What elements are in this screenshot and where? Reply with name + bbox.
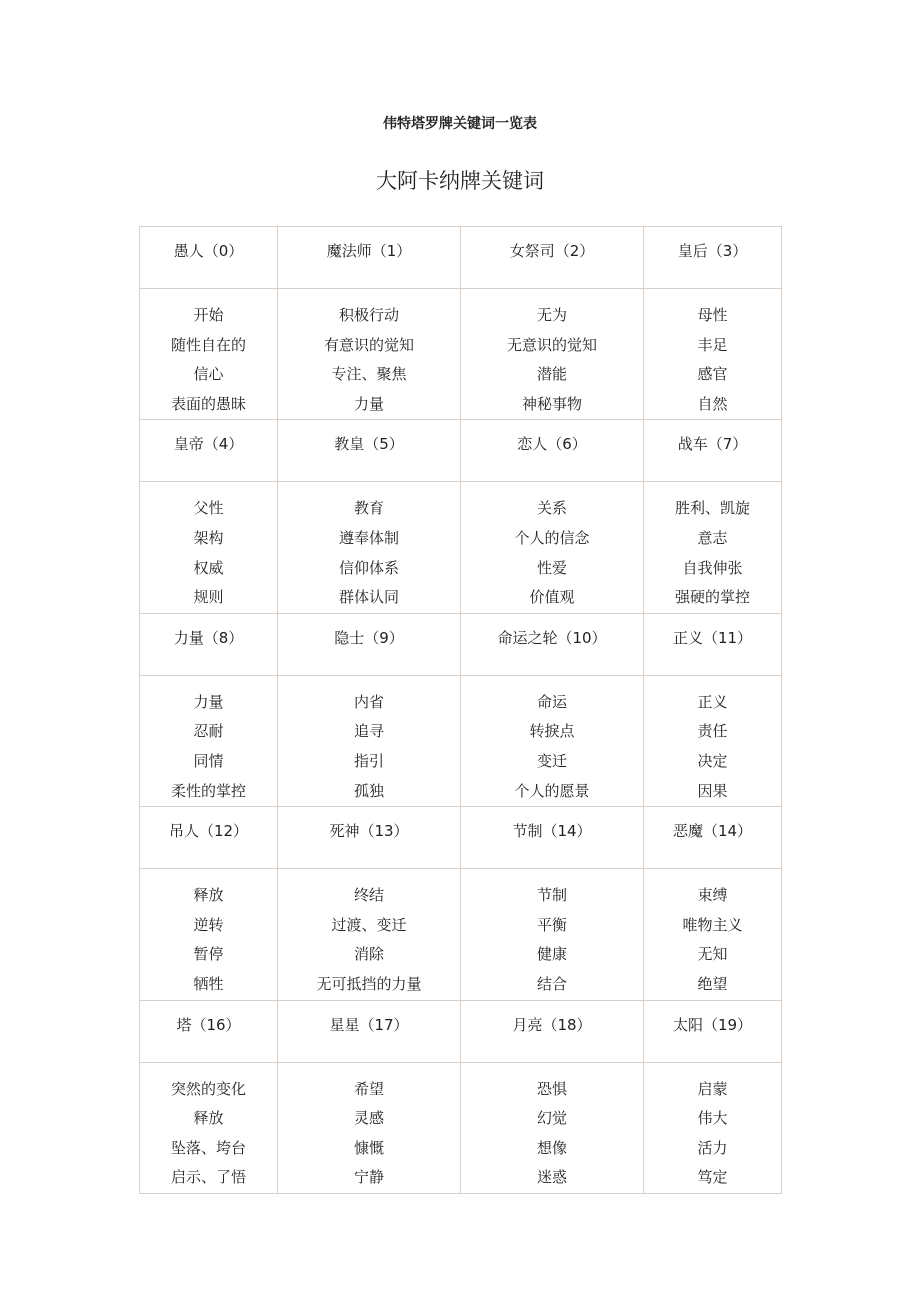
card-name-cell: 女祭司（2） <box>461 227 644 289</box>
keyword: 束缚 <box>697 886 728 905</box>
keyword: 突然的变化 <box>170 1079 246 1098</box>
keyword: 坠落、垮台 <box>170 1138 246 1157</box>
keyword: 个人的信念 <box>514 528 590 547</box>
keyword: 结合 <box>536 974 567 993</box>
keyword: 无知 <box>697 945 728 964</box>
keyword: 教育 <box>353 499 384 518</box>
keyword: 孤独 <box>353 781 384 800</box>
keyword: 健康 <box>536 945 567 964</box>
keyword: 想像 <box>536 1138 567 1157</box>
section-subtitle: 大阿卡纳牌关键词 <box>376 169 544 193</box>
keyword: 节制 <box>536 886 567 905</box>
keyword: 宁静 <box>353 1168 384 1187</box>
card-name-row <box>140 807 782 869</box>
keyword: 启示、了悟 <box>170 1168 246 1187</box>
document-title: 伟特塔罗牌关键词一览表 <box>383 116 537 132</box>
card-name-cell: 魔法师（1） <box>278 227 461 289</box>
keyword: 内省 <box>353 692 384 711</box>
keyword: 有意识的觉知 <box>323 335 414 354</box>
keyword: 释放 <box>193 1109 224 1128</box>
keywords-cell <box>140 675 278 806</box>
keywords-cell <box>461 482 644 613</box>
keywords-row <box>140 289 782 420</box>
keyword: 强硬的掌控 <box>674 588 750 607</box>
keywords-cell <box>278 482 461 613</box>
keywords-cell <box>278 1062 461 1193</box>
keyword: 神秘事物 <box>521 394 582 413</box>
keyword: 无可抵挡的力量 <box>316 974 422 993</box>
keyword: 群体认同 <box>338 588 399 607</box>
tarot-keywords-table <box>139 226 782 1194</box>
card-name-cell: 恋人（6） <box>461 420 644 482</box>
keyword: 笃定 <box>697 1168 728 1187</box>
card-name-cell: 死神（13） <box>278 807 461 869</box>
keyword: 转捩点 <box>529 722 575 741</box>
keyword: 变迁 <box>536 751 567 770</box>
keyword: 专注、聚焦 <box>331 365 407 384</box>
card-name-cell: 战车（7） <box>644 420 782 482</box>
keyword: 恐惧 <box>536 1079 567 1098</box>
keyword: 责任 <box>697 722 728 741</box>
keyword: 丰足 <box>697 335 728 354</box>
card-name-cell: 力量（8） <box>140 613 278 675</box>
keyword: 启蒙 <box>697 1079 728 1098</box>
card-name-cell: 皇帝（4） <box>140 420 278 482</box>
keyword: 感官 <box>697 365 728 384</box>
keyword: 潜能 <box>536 365 567 384</box>
card-name-row <box>140 613 782 675</box>
keywords-cell <box>461 289 644 420</box>
keywords-row <box>140 482 782 613</box>
keywords-cell <box>278 869 461 1000</box>
keyword: 暂停 <box>193 945 224 964</box>
keywords-cell <box>644 1062 782 1193</box>
card-name-cell: 月亮（18） <box>461 1000 644 1062</box>
keyword: 牺牲 <box>193 974 224 993</box>
keyword: 意志 <box>697 528 728 547</box>
card-name-cell: 星星（17） <box>278 1000 461 1062</box>
keywords-cell <box>278 289 461 420</box>
keyword: 母性 <box>697 306 728 324</box>
keyword: 随性自在的 <box>170 335 246 354</box>
keyword: 关系 <box>536 499 567 518</box>
card-name-cell: 隐士（9） <box>278 613 461 675</box>
keyword: 因果 <box>697 781 728 800</box>
card-name-row <box>140 420 782 482</box>
keyword: 活力 <box>697 1138 728 1157</box>
keywords-cell <box>278 675 461 806</box>
card-name-cell: 吊人（12） <box>140 807 278 869</box>
keyword: 规则 <box>193 588 224 607</box>
keyword: 迷惑 <box>536 1168 567 1187</box>
keyword: 希望 <box>353 1079 384 1098</box>
keyword: 胜利、凯旋 <box>674 499 750 518</box>
card-name-cell: 愚人（0） <box>140 227 278 289</box>
keywords-cell <box>140 482 278 613</box>
keywords-cell <box>461 675 644 806</box>
keyword: 命运 <box>536 692 567 711</box>
keyword: 绝望 <box>697 974 728 993</box>
keyword: 伟大 <box>697 1109 728 1128</box>
keyword: 积极行动 <box>338 306 399 324</box>
keywords-cell <box>140 1062 278 1193</box>
keywords-cell <box>461 869 644 1000</box>
card-name-row <box>140 227 782 289</box>
keyword: 追寻 <box>353 722 384 741</box>
keyword: 遵奉体制 <box>338 528 399 547</box>
keyword: 过渡、变迁 <box>331 915 407 934</box>
keyword: 无为 <box>536 306 567 324</box>
keyword: 父性 <box>193 499 224 518</box>
card-name-cell: 命运之轮（10） <box>461 613 644 675</box>
keyword: 释放 <box>193 886 224 905</box>
keyword: 唯物主义 <box>682 915 743 934</box>
keyword: 同情 <box>193 751 224 770</box>
keyword: 慷慨 <box>353 1138 384 1157</box>
card-name-cell: 正义（11） <box>644 613 782 675</box>
keywords-row <box>140 675 782 806</box>
keyword: 信心 <box>193 365 224 384</box>
card-name-cell: 皇后（3） <box>644 227 782 289</box>
card-name-cell: 节制（14） <box>461 807 644 869</box>
keyword: 自然 <box>697 394 728 413</box>
keywords-row <box>140 1062 782 1193</box>
keyword: 决定 <box>697 751 728 770</box>
keyword: 无意识的觉知 <box>506 335 597 354</box>
keyword: 正义 <box>697 692 728 711</box>
keyword: 力量 <box>353 394 384 413</box>
keyword: 消除 <box>353 945 384 964</box>
keyword: 权威 <box>193 558 224 577</box>
keyword: 信仰体系 <box>338 558 399 577</box>
keywords-cell <box>140 869 278 1000</box>
keywords-cell <box>644 289 782 420</box>
keywords-cell <box>644 869 782 1000</box>
keyword: 忍耐 <box>193 722 224 741</box>
keyword: 自我伸张 <box>682 558 743 577</box>
keywords-cell <box>140 289 278 420</box>
keyword: 灵感 <box>353 1109 384 1128</box>
keywords-cell <box>644 675 782 806</box>
card-name-row <box>140 1000 782 1062</box>
card-name-cell: 教皇（5） <box>278 420 461 482</box>
keyword: 逆转 <box>193 915 224 934</box>
keyword: 个人的愿景 <box>514 781 590 800</box>
keywords-cell <box>461 1062 644 1193</box>
keyword: 表面的愚昧 <box>170 394 246 413</box>
keyword: 架构 <box>193 528 224 547</box>
card-name-cell: 塔（16） <box>140 1000 278 1062</box>
keyword: 幻觉 <box>536 1109 567 1128</box>
keyword: 柔性的掌控 <box>170 781 246 800</box>
keyword: 指引 <box>353 751 384 770</box>
keyword: 性爱 <box>536 558 567 577</box>
keywords-cell <box>644 482 782 613</box>
card-name-cell: 太阳（19） <box>644 1000 782 1062</box>
keyword: 平衡 <box>536 915 567 934</box>
keyword: 终结 <box>353 886 384 905</box>
keyword: 力量 <box>193 692 224 711</box>
keywords-row <box>140 869 782 1000</box>
card-name-cell: 恶魔（14） <box>644 807 782 869</box>
keyword: 开始 <box>193 306 224 324</box>
keyword: 价值观 <box>529 588 575 607</box>
